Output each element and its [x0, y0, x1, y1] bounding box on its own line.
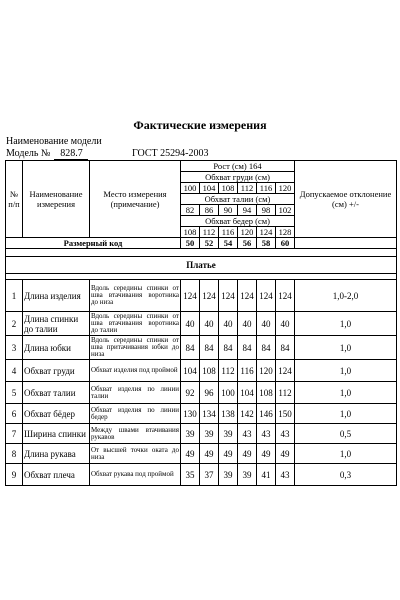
- hips-value-cell: 124: [257, 227, 276, 238]
- tolerance-cell: 1,0: [295, 312, 397, 336]
- measurement-value-cell: 84: [238, 336, 257, 360]
- measurement-value-cell: 40: [200, 312, 219, 336]
- measurement-place-cell: Обхват изделия под проймой: [90, 360, 181, 382]
- table-row: [6, 404, 397, 424]
- measurement-place-cell: Обхват изделия по линии талии: [90, 382, 181, 404]
- measurement-value-cell: 138: [219, 404, 238, 424]
- waist-value-cell: 90: [219, 205, 238, 216]
- measurement-value-cell: 124: [200, 280, 219, 312]
- measurement-value-cell: 108: [200, 360, 219, 382]
- measurement-value-cell: 49: [238, 444, 257, 464]
- row-number-cell: 7: [6, 424, 23, 444]
- size-code-cell: 50: [181, 238, 200, 249]
- model-number: 828.7: [54, 149, 88, 160]
- measurement-value-cell: 124: [238, 280, 257, 312]
- measurement-value-cell: 146: [257, 404, 276, 424]
- measurement-value-cell: 116: [238, 360, 257, 382]
- measurement-value-cell: 49: [276, 444, 295, 464]
- tolerance-cell: 1,0-2,0: [295, 280, 397, 312]
- waist-value-cell: 102: [276, 205, 295, 216]
- measurement-place-cell: Между швами втачивания рукавов: [90, 424, 181, 444]
- measurement-value-cell: 43: [238, 424, 257, 444]
- header-tolerance: Допускаемое отклонение (см) +/-: [295, 161, 397, 238]
- waist-value-cell: 98: [257, 205, 276, 216]
- measurement-value-cell: 84: [181, 336, 200, 360]
- measurement-name-cell: Обхват плеча: [23, 464, 90, 486]
- measurement-value-cell: 40: [219, 312, 238, 336]
- measurement-place-cell: Вдоль середины спинки от шва втачивания воротника до низа: [90, 280, 181, 312]
- tolerance-cell: 1,0: [295, 444, 397, 464]
- measurement-value-cell: 124: [276, 360, 295, 382]
- measurement-value-cell: 112: [276, 382, 295, 404]
- header-hips: Обхват бедер (см): [181, 216, 295, 227]
- measurement-value-cell: 104: [181, 360, 200, 382]
- measurement-name-cell: Ширина спинки: [23, 424, 90, 444]
- measurement-name-cell: Обхват талии: [23, 382, 90, 404]
- document-title: Фактические измерения: [133, 118, 267, 132]
- table-row: [6, 312, 397, 336]
- measurement-name-cell: Длина юбки: [23, 336, 90, 360]
- model-number-label: Модель №: [6, 148, 51, 159]
- measurement-name-cell: Обхват груди: [23, 360, 90, 382]
- measurement-value-cell: 41: [257, 464, 276, 486]
- tolerance-cell: 1,0: [295, 336, 397, 360]
- size-code-cell: 58: [257, 238, 276, 249]
- row-number-cell: 9: [6, 464, 23, 486]
- measurements-table: [5, 160, 397, 486]
- chest-value-cell: 108: [219, 183, 238, 194]
- waist-value-cell: 82: [181, 205, 200, 216]
- measurement-value-cell: 84: [219, 336, 238, 360]
- section-title: Платье: [6, 257, 397, 274]
- table-row: [6, 336, 397, 360]
- measurement-value-cell: 130: [181, 404, 200, 424]
- table-row: [6, 382, 397, 404]
- measurement-name-cell: Обхват бёдер: [23, 404, 90, 424]
- table-row: [6, 280, 397, 312]
- tolerance-cell: 1,0: [295, 360, 397, 382]
- measurement-value-cell: 124: [219, 280, 238, 312]
- chest-value-cell: 104: [200, 183, 219, 194]
- measurement-value-cell: 49: [219, 444, 238, 464]
- chest-value-cell: 116: [257, 183, 276, 194]
- row-number-cell: 4: [6, 360, 23, 382]
- hips-value-cell: 112: [200, 227, 219, 238]
- measurement-value-cell: 49: [257, 444, 276, 464]
- measurement-value-cell: 104: [238, 382, 257, 404]
- model-number-line: [6, 148, 209, 160]
- size-code-empty-cell: [295, 238, 397, 249]
- size-code-label: Размерный код: [6, 238, 181, 249]
- hips-value-cell: 120: [238, 227, 257, 238]
- measurement-value-cell: 49: [200, 444, 219, 464]
- chest-value-cell: 112: [238, 183, 257, 194]
- waist-value-cell: 94: [238, 205, 257, 216]
- size-code-cell: 60: [276, 238, 295, 249]
- row-number-cell: 6: [6, 404, 23, 424]
- measurement-value-cell: 40: [257, 312, 276, 336]
- measurement-place-cell: Вдоль середины спинки от шва притачивания юбки до низа: [91, 336, 179, 358]
- measurement-value-cell: 108: [257, 382, 276, 404]
- size-code-cell: 54: [219, 238, 238, 249]
- chest-value-cell: 120: [276, 183, 295, 194]
- row-number-cell: 3: [6, 336, 23, 360]
- gost-standard: ГОСТ 25294-2003: [132, 148, 209, 159]
- measurement-value-cell: 120: [257, 360, 276, 382]
- header-waist: Обхват талии (см): [181, 194, 295, 205]
- chest-value-cell: 100: [181, 183, 200, 194]
- measurement-value-cell: 39: [200, 424, 219, 444]
- measurement-name-cell: Длина спинки до талии: [23, 312, 90, 336]
- size-code-cell: 52: [200, 238, 219, 249]
- measurement-value-cell: 40: [181, 312, 200, 336]
- measurement-value-cell: 35: [181, 464, 200, 486]
- measurement-value-cell: 43: [276, 464, 295, 486]
- measurement-value-cell: 100: [219, 382, 238, 404]
- measurement-value-cell: 49: [181, 444, 200, 464]
- row-number-cell: 8: [6, 444, 23, 464]
- measurement-value-cell: 40: [276, 312, 295, 336]
- measurement-value-cell: 92: [181, 382, 200, 404]
- tolerance-cell: 1,0: [295, 382, 397, 404]
- row-number-cell: 1: [6, 280, 23, 312]
- header-name: Наименование измерения: [23, 161, 90, 238]
- measurement-value-cell: 124: [276, 280, 295, 312]
- measurement-name-cell: Длина рукава: [23, 444, 90, 464]
- measurement-value-cell: 84: [200, 336, 219, 360]
- tolerance-cell: 1,0: [295, 404, 397, 424]
- measurement-place-cell: Обхват изделия по линии бедер: [90, 404, 181, 424]
- measurement-value-cell: 39: [238, 464, 257, 486]
- measurement-value-cell: 37: [200, 464, 219, 486]
- table-row: [6, 360, 397, 382]
- measurement-value-cell: 96: [200, 382, 219, 404]
- tolerance-cell: 0,5: [295, 424, 397, 444]
- measurement-value-cell: 40: [238, 312, 257, 336]
- measurement-place-cell: От высшей точки оката до низа: [90, 444, 181, 464]
- measurement-place-cell: Обхват рукава под проймой: [90, 464, 181, 486]
- waist-value-cell: 86: [200, 205, 219, 216]
- measurement-value-cell: 84: [257, 336, 276, 360]
- measurement-value-cell: 39: [181, 424, 200, 444]
- measurement-value-cell: 150: [276, 404, 295, 424]
- header-chest: Обхват груди (см): [181, 172, 295, 183]
- row-number-cell: 2: [6, 312, 23, 336]
- measurement-value-cell: 43: [257, 424, 276, 444]
- table-row: [6, 424, 397, 444]
- measurement-value-cell: 43: [276, 424, 295, 444]
- measurement-name-cell: Длина изделия: [23, 280, 90, 312]
- hips-value-cell: 108: [181, 227, 200, 238]
- hips-value-cell: 128: [276, 227, 295, 238]
- measurement-place-cell: Вдоль середины спинки от шва втачивания воротника до талии: [91, 312, 179, 334]
- header-height: Рост (см) 164: [181, 161, 295, 172]
- size-code-cell: 56: [238, 238, 257, 249]
- measurement-value-cell: 142: [238, 404, 257, 424]
- measurement-value-cell: 134: [200, 404, 219, 424]
- measurement-value-cell: 84: [276, 336, 295, 360]
- spacer-row: [6, 249, 397, 257]
- tolerance-cell: 0,3: [295, 464, 397, 486]
- table-row: [6, 464, 397, 486]
- header-no: № п/п: [6, 161, 23, 238]
- measurement-value-cell: 124: [181, 280, 200, 312]
- measurement-value-cell: 39: [219, 424, 238, 444]
- header-place: Место измерения (примечание): [90, 161, 181, 238]
- measurement-value-cell: 124: [257, 280, 276, 312]
- model-name-label: Наименование модели: [6, 136, 102, 147]
- measurement-value-cell: 39: [219, 464, 238, 486]
- measurement-value-cell: 112: [219, 360, 238, 382]
- row-number-cell: 5: [6, 382, 23, 404]
- hips-value-cell: 116: [219, 227, 238, 238]
- table-row: [6, 444, 397, 464]
